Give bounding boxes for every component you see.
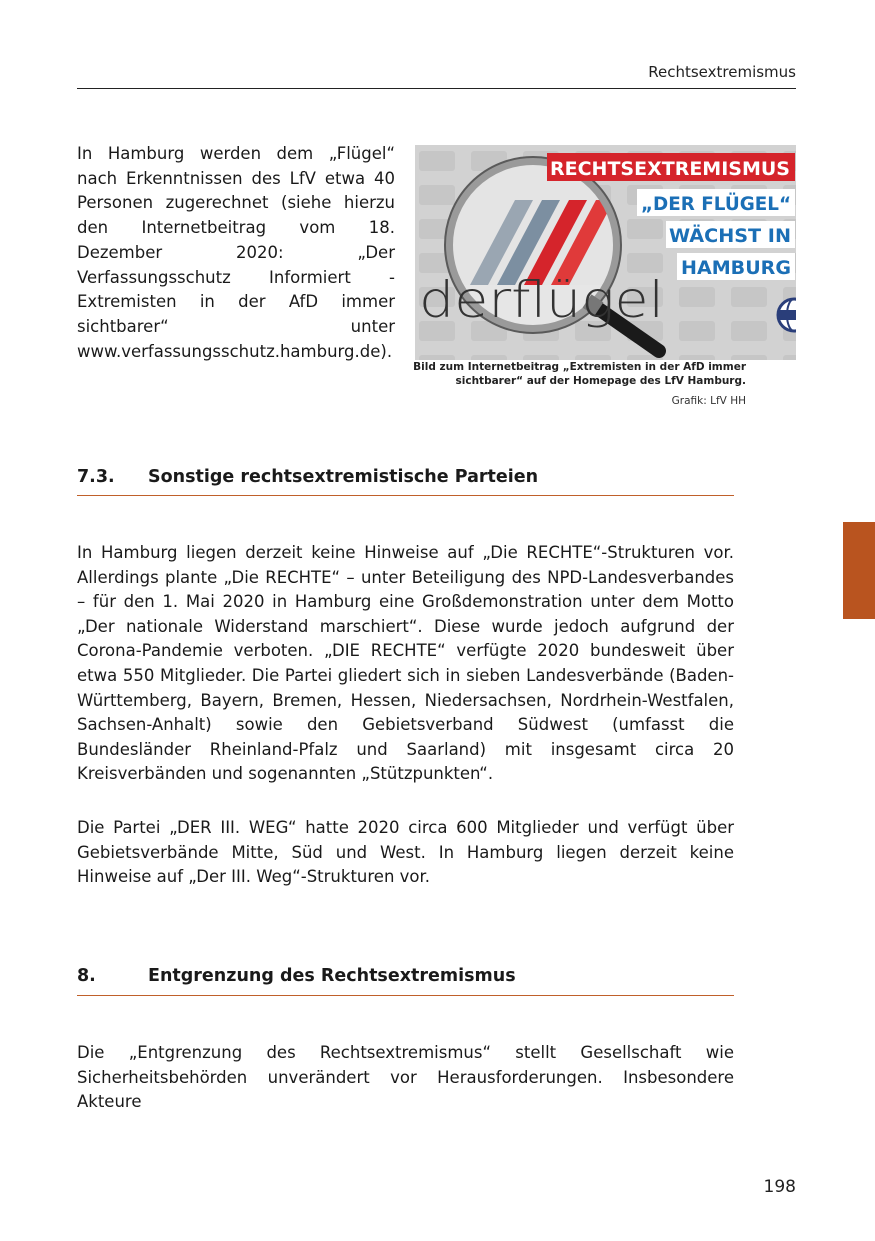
banner-line-4: HAMBURG — [681, 257, 791, 279]
logo-text: derflügel — [419, 271, 664, 329]
image-credit: Grafik: LfV HH — [671, 395, 746, 407]
section-rule — [77, 495, 734, 496]
section-heading-8 — [77, 966, 734, 986]
paragraph: Die „Entgrenzung des Rechtsextremismus“ stellt Gesellschaft wie Sicherheitsbehörden unverändert vor Herausforderungen. Insbesondere Akteure — [77, 1043, 734, 1112]
section-number: 7.3. — [77, 467, 115, 487]
section-heading-7-3 — [77, 467, 734, 487]
image-caption: Bild zum Internetbeitrag „Extremisten in der AfD immer sichtbarer“ auf der Homepage des LfV Hamburg. — [413, 361, 746, 387]
banner-line-3: WÄCHST IN — [669, 225, 790, 247]
section-number: 8. — [77, 966, 96, 986]
paragraph: In Hamburg liegen derzeit keine Hinweise auf „Die RECHTE“-Strukturen vor. Allerdings plante „Die RECHTE“ – unter Beteiligung des NPD-Landesverbandes – für den 1. Mai 2020 in Hamburg eine Großdemonstration unter dem Motto „Der nationale Widerstand marschiert“. Diese wurde jedoch aufgrund der Corona-Pandemie verboten. „DIE RECHTE“ verfügte 2020 bundesweit über etwa 550 Mitglieder. Die Partei gliedert sich in sieben Landesverbände (Baden-Württemberg, Bayern, Bremen, Hessen, Niedersachsen, Nordrhein-Westfalen, Sachsen-Anhalt) sowie den Gebietsverband Südwest (umfasst die Bundesländer Rheinland-Pfalz und Saarland) mit insgesamt circa 20 Kreisverbänden und sogenannten „Stützpunkten“. — [77, 543, 734, 784]
intro-paragraph: In Hamburg werden dem „Flügel“ nach Erkenntnissen des LfV etwa 40 Personen zugerechnet (siehe hierzu den Internetbeitrag vom 18. Dezember 2020: „Der Verfassungsschutz Informiert - Extremisten in der AfD immer sichtbarer“ unter www.verfassungsschutz.hamburg.de). — [77, 144, 395, 361]
section-rule — [77, 995, 734, 996]
article-image — [415, 145, 796, 360]
page-number: 198 — [763, 1177, 796, 1197]
chapter-tab — [843, 522, 875, 619]
section-title: Sonstige rechtsextremistische Parteien — [148, 467, 539, 487]
globe-www-icon — [778, 299, 796, 331]
banner-line-1: RECHTSEXTREMISMUS — [550, 158, 790, 180]
section-title: Entgrenzung des Rechtsextremismus — [148, 966, 516, 986]
running-header: Rechtsextremismus — [648, 63, 796, 81]
article-image-graphic — [415, 145, 796, 360]
header-rule — [77, 88, 796, 89]
paragraph: Die Partei „DER III. WEG“ hatte 2020 circa 600 Mitglieder und verfügt über Gebietsverbände Mitte, Süd und West. In Hamburg liegen derzeit keine Hinweise auf „Der III. Weg“-Strukturen vor. — [77, 818, 734, 887]
banner-line-2: „DER FLÜGEL“ — [641, 193, 796, 215]
